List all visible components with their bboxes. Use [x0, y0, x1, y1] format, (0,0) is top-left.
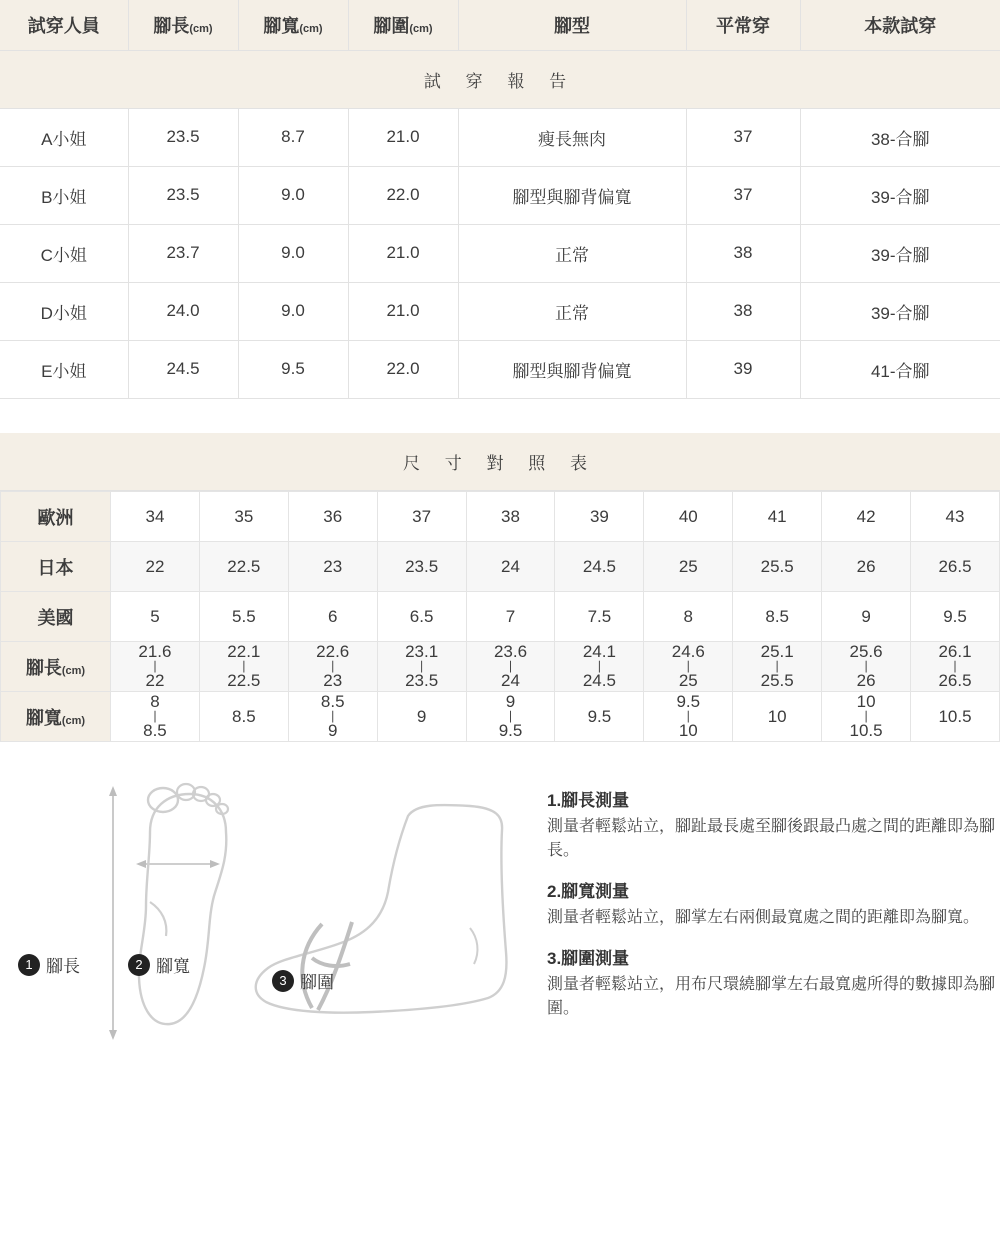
cell-width-2: 8.5 ∣ 9 — [288, 692, 377, 742]
cell-width-0: 8 ∣ 8.5 — [111, 692, 200, 742]
cell-jp-3: 23.5 — [377, 542, 466, 592]
cell-length-5: 24.1 ∣ 24.5 — [555, 642, 644, 692]
cell-eu-3: 37 — [377, 492, 466, 542]
conversion-row-foot-width — [1, 692, 1000, 742]
cell-jp-0: 22 — [111, 542, 200, 592]
cell-tester: D小姐 — [0, 282, 128, 340]
cell-us-7: 8.5 — [733, 592, 822, 642]
marker-2-badge: 2 — [128, 954, 150, 976]
cell-us-4: 7 — [466, 592, 555, 642]
note-1-heading: 1.腳長測量 — [547, 791, 630, 810]
table-row — [0, 340, 1000, 398]
col-header-foot-girth: 腳圍(cm) — [348, 0, 458, 50]
cell-eu-1: 35 — [199, 492, 288, 542]
cell-width-7: 10 — [733, 692, 822, 742]
note-1-body: 測量者輕鬆站立，腳趾最長處至腳後跟最凸處之間的距離即為腳長。 — [547, 818, 996, 859]
cell-foot-shape: 正常 — [458, 224, 686, 282]
cell-foot-width: 9.0 — [238, 166, 348, 224]
cell-eu-6: 40 — [644, 492, 733, 542]
marker-2-label: 腳寬 — [156, 957, 190, 976]
conversion-row-eu — [1, 492, 1000, 542]
cell-length-0: 21.6 ∣ 22 — [111, 642, 200, 692]
cell-width-3: 9 — [377, 692, 466, 742]
table-row — [0, 224, 1000, 282]
cell-foot-girth: 22.0 — [348, 166, 458, 224]
cell-foot-width: 9.5 — [238, 340, 348, 398]
conversion-row-us — [1, 592, 1000, 642]
cell-width-1: 8.5 — [199, 692, 288, 742]
conversion-row-foot-length — [1, 642, 1000, 692]
table-row — [0, 282, 1000, 340]
marker-1-badge: 1 — [18, 954, 40, 976]
cell-jp-1: 22.5 — [199, 542, 288, 592]
cell-usual-size: 38 — [686, 224, 800, 282]
col-header-foot-shape: 腳型 — [458, 0, 686, 50]
row-label-foot-length: 腳長(cm) — [1, 642, 111, 692]
cell-us-9: 9.5 — [911, 592, 1000, 642]
girth-tape — [302, 924, 322, 1008]
cell-this-style: 39-合腳 — [800, 224, 1000, 282]
marker-foot-girth — [272, 968, 334, 993]
cell-eu-0: 34 — [111, 492, 200, 542]
fitting-report-title-row — [0, 50, 1000, 108]
row-label-jp: 日本 — [1, 542, 111, 592]
cell-us-3: 6.5 — [377, 592, 466, 642]
cell-foot-girth: 21.0 — [348, 282, 458, 340]
cell-length-6: 24.6 ∣ 25 — [644, 642, 733, 692]
cell-usual-size: 38 — [686, 282, 800, 340]
cell-us-1: 5.5 — [199, 592, 288, 642]
cell-this-style: 39-合腳 — [800, 166, 1000, 224]
cell-width-6: 9.5 ∣ 10 — [644, 692, 733, 742]
cell-length-8: 25.6 ∣ 26 — [822, 642, 911, 692]
cell-tester: B小姐 — [0, 166, 128, 224]
section-spacer — [0, 399, 1000, 433]
measurement-notes — [545, 772, 1000, 1092]
size-conversion-title-row — [0, 433, 1000, 491]
cell-foot-width: 9.0 — [238, 224, 348, 282]
note-3-heading: 3.腳圍測量 — [547, 949, 630, 968]
cell-eu-7: 41 — [733, 492, 822, 542]
cell-eu-5: 39 — [555, 492, 644, 542]
cell-width-8: 10 ∣ 10.5 — [822, 692, 911, 742]
cell-foot-shape: 正常 — [458, 282, 686, 340]
cell-length-9: 26.1 ∣ 26.5 — [911, 642, 1000, 692]
cell-eu-4: 38 — [466, 492, 555, 542]
cell-foot-length: 24.5 — [128, 340, 238, 398]
cell-foot-shape: 腳型與腳背偏寬 — [458, 340, 686, 398]
measurement-guide-section — [0, 742, 1000, 1092]
cell-jp-7: 25.5 — [733, 542, 822, 592]
cell-usual-size: 39 — [686, 340, 800, 398]
col-header-tester: 試穿人員 — [0, 0, 128, 50]
cell-us-8: 9 — [822, 592, 911, 642]
foot-diagram-svg — [0, 772, 545, 1072]
col-header-usual-size: 平常穿 — [686, 0, 800, 50]
col-header-foot-width: 腳寬(cm) — [238, 0, 348, 50]
marker-3-badge: 3 — [272, 970, 294, 992]
fitting-report-title: 試 穿 報 告 — [0, 50, 1000, 108]
cell-us-6: 8 — [644, 592, 733, 642]
cell-foot-length: 23.7 — [128, 224, 238, 282]
row-label-eu: 歐洲 — [1, 492, 111, 542]
row-label-us: 美國 — [1, 592, 111, 642]
cell-length-1: 22.1 ∣ 22.5 — [199, 642, 288, 692]
cell-length-2: 22.6 ∣ 23 — [288, 642, 377, 692]
fitting-report-table — [0, 0, 1000, 399]
size-conversion-title: 尺 寸 對 照 表 — [0, 433, 1000, 491]
cell-this-style: 39-合腳 — [800, 282, 1000, 340]
cell-foot-width: 8.7 — [238, 108, 348, 166]
size-conversion-title-table — [0, 433, 1000, 492]
cell-width-5: 9.5 — [555, 692, 644, 742]
cell-jp-2: 23 — [288, 542, 377, 592]
cell-foot-shape: 瘦長無肉 — [458, 108, 686, 166]
cell-foot-length: 24.0 — [128, 282, 238, 340]
cell-jp-9: 26.5 — [911, 542, 1000, 592]
cell-this-style: 41-合腳 — [800, 340, 1000, 398]
cell-foot-girth: 22.0 — [348, 340, 458, 398]
cell-us-5: 7.5 — [555, 592, 644, 642]
size-conversion-table — [0, 491, 1000, 742]
conversion-row-jp — [1, 542, 1000, 592]
cell-jp-8: 26 — [822, 542, 911, 592]
cell-width-9: 10.5 — [911, 692, 1000, 742]
cell-us-0: 5 — [111, 592, 200, 642]
cell-foot-width: 9.0 — [238, 282, 348, 340]
note-3-body: 測量者輕鬆站立，用布尺環繞腳掌左右最寬處所得的數據即為腳圍。 — [547, 976, 996, 1017]
cell-foot-girth: 21.0 — [348, 224, 458, 282]
col-header-this-style: 本款試穿 — [800, 0, 1000, 50]
cell-eu-9: 43 — [911, 492, 1000, 542]
cell-this-style: 38-合腳 — [800, 108, 1000, 166]
cell-length-4: 23.6 ∣ 24 — [466, 642, 555, 692]
marker-3-label: 腳圍 — [300, 973, 334, 992]
cell-jp-4: 24 — [466, 542, 555, 592]
note-2-body: 測量者輕鬆站立，腳掌左右兩側最寬處之間的距離即為腳寬。 — [547, 909, 980, 926]
cell-tester: E小姐 — [0, 340, 128, 398]
cell-length-3: 23.1 ∣ 23.5 — [377, 642, 466, 692]
cell-width-4: 9 ∣ 9.5 — [466, 692, 555, 742]
fitting-report-header-row — [0, 0, 1000, 50]
marker-foot-length — [18, 952, 80, 977]
cell-jp-5: 24.5 — [555, 542, 644, 592]
marker-1-label: 腳長 — [46, 957, 80, 976]
note-2-heading: 2.腳寬測量 — [547, 882, 630, 901]
cell-foot-length: 23.5 — [128, 166, 238, 224]
table-row — [0, 108, 1000, 166]
fitting-report-body — [0, 108, 1000, 398]
cell-tester: C小姐 — [0, 224, 128, 282]
table-row — [0, 166, 1000, 224]
row-label-foot-width: 腳寬(cm) — [1, 692, 111, 742]
cell-tester: A小姐 — [0, 108, 128, 166]
col-header-foot-length: 腳長(cm) — [128, 0, 238, 50]
cell-length-7: 25.1 ∣ 25.5 — [733, 642, 822, 692]
cell-eu-2: 36 — [288, 492, 377, 542]
cell-foot-shape: 腳型與腳背偏寬 — [458, 166, 686, 224]
cell-us-2: 6 — [288, 592, 377, 642]
cell-usual-size: 37 — [686, 108, 800, 166]
footprint-outline — [139, 794, 226, 1024]
cell-eu-8: 42 — [822, 492, 911, 542]
cell-jp-6: 25 — [644, 542, 733, 592]
cell-usual-size: 37 — [686, 166, 800, 224]
cell-foot-girth: 21.0 — [348, 108, 458, 166]
marker-foot-width — [128, 952, 190, 977]
foot-measurement-illustration — [0, 772, 545, 1092]
cell-foot-length: 23.5 — [128, 108, 238, 166]
